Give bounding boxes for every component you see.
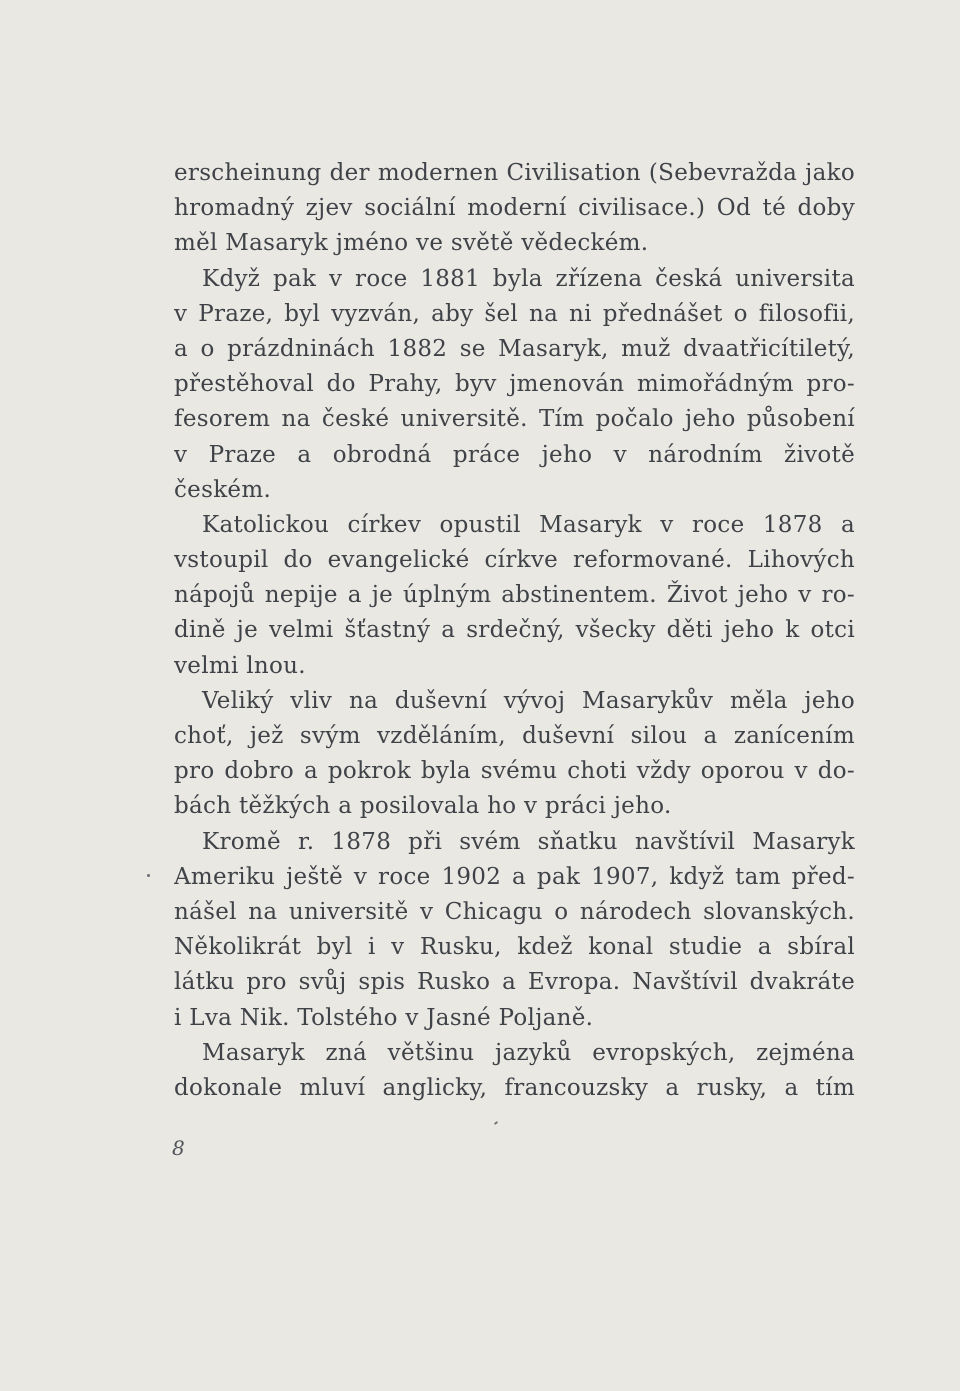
- text-line: i Lva Nik. Tolstého v Jasné Poljaně.: [174, 1004, 594, 1031]
- text-line: dině je velmi šťastný a srdečný, všecky děti jeho k otci: [174, 617, 855, 644]
- paragraph-start-line: Katolickou církev opustil Masaryk v roce 1878 a: [202, 511, 855, 538]
- text-line: českém.: [174, 476, 272, 503]
- text-line: hromadný zjev sociální moderní civilisace.) Od té doby: [174, 195, 855, 222]
- text-line: látku pro svůj spis Rusko a Evropa. Navštívil dvakráte: [174, 969, 855, 996]
- text-line: přestěhoval do Prahy, byv jmenován mimořádným pro-: [174, 371, 855, 398]
- text-line: dokonale mluví anglicky, francouzsky a rusky, a tím: [174, 1074, 855, 1101]
- paragraph-start-line: Veliký vliv na duševní vývoj Masarykův měla jeho: [202, 687, 855, 714]
- paragraph-start-line: Masaryk zná většinu jazyků evropských, zejména: [202, 1039, 855, 1066]
- text-line: vstoupil do evangelické církve reformované. Lihových: [174, 547, 855, 574]
- text-line: velmi lnou.: [174, 652, 306, 679]
- paper-speck: [494, 1121, 498, 1125]
- text-line: Ameriku ještě v roce 1902 a pak 1907, když tam před-: [174, 863, 855, 890]
- text-line: měl Masaryk jméno ve světě vědeckém.: [174, 230, 649, 257]
- page-number: 8: [172, 1136, 185, 1160]
- text-line: v Praze, byl vyzván, aby šel na ni přednášet o filosofii,: [174, 300, 855, 327]
- text-line: pro dobro a pokrok byla svému choti vždy oporou v do-: [174, 758, 855, 785]
- text-line: nášel na universitě v Chicagu o národech slovanských.: [174, 898, 855, 925]
- paper-speck: [147, 874, 150, 877]
- paragraph-start-line: Když pak v roce 1881 byla zřízena česká universita: [202, 265, 855, 292]
- text-line: erscheinung der modernen Civilisation (Sebevražda jako: [174, 160, 855, 186]
- text-line: choť, jež svým vzděláním, duševní silou a zanícením: [174, 723, 855, 749]
- text-line: v Praze a obrodná práce jeho v národním životě: [174, 441, 855, 468]
- body-text: [174, 156, 855, 1106]
- text-line: bách těžkých a posilovala ho v práci jeho.: [174, 793, 672, 820]
- paragraph-start-line: Kromě r. 1878 při svém sňatku navštívil Masaryk: [202, 828, 855, 855]
- text-line: a o prázdninách 1882 se Masaryk, muž dvaatřicítiletý,: [174, 335, 855, 362]
- text-line: Několikrát byl i v Rusku, kdež konal studie a sbíral: [174, 934, 855, 961]
- text-line: nápojů nepije a je úplným abstinentem. Život jeho v ro-: [174, 582, 855, 609]
- text-line: fesorem na české universitě. Tím počalo jeho působení: [174, 406, 855, 433]
